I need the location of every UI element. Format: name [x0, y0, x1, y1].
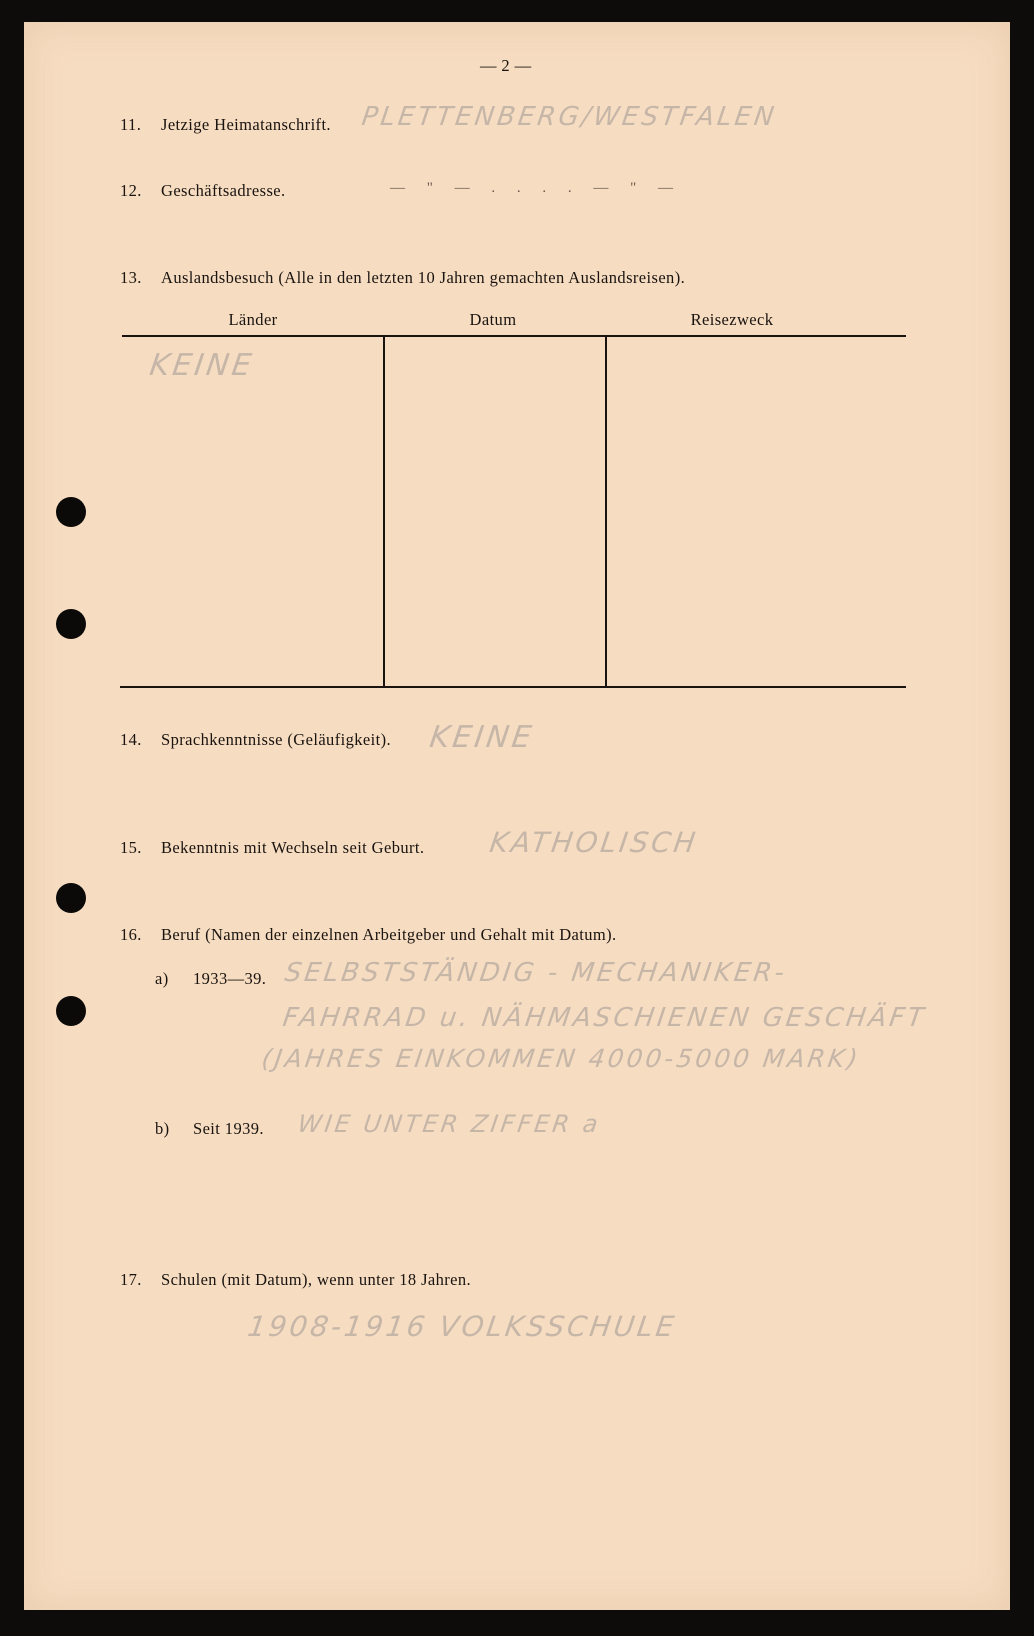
item-13-label: Auslandsbesuch (Alle in den letzten 10 Jahren gemachten Auslandsreisen).	[161, 268, 686, 287]
item-17-answer: 1908-1916 VOLKSSCHULE	[245, 1310, 679, 1343]
item-11-label: Jetzige Heimatanschrift.	[161, 115, 331, 134]
page-number: — 2 —	[480, 56, 532, 75]
column-header-laender: Länder	[228, 310, 278, 329]
item-11-number: 11.	[120, 115, 142, 134]
item-15-number: 15.	[120, 838, 142, 857]
item-16-label: Beruf (Namen der einzelnen Arbeitgeber und Gehalt mit Datum).	[161, 925, 617, 944]
item-17-label: Schulen (mit Datum), wenn unter 18 Jahren.	[161, 1270, 472, 1289]
item-14-number: 14.	[120, 730, 142, 749]
item-16a-line-1: SELBSTSTÄNDIG - MECHANIKER-	[282, 958, 790, 988]
item-16-number: 16.	[120, 925, 142, 944]
item-16a-period: 1933—39.	[193, 969, 267, 988]
item-12-label: Geschäftsadresse.	[161, 181, 286, 200]
punch-hole	[56, 497, 86, 527]
item-16a-label: a)	[155, 969, 169, 988]
item-16b-period: Seit 1939.	[193, 1119, 264, 1138]
table-top-rule	[122, 335, 906, 337]
table-bottom-rule	[120, 686, 906, 688]
item-16b-answer: WIE UNTER ZIFFER a	[296, 1110, 603, 1138]
item-13-answer: KEINE	[147, 348, 257, 383]
item-15-answer: KATHOLISCH	[487, 826, 701, 859]
table-column-divider	[383, 336, 385, 686]
item-17-number: 17.	[120, 1270, 142, 1289]
item-14-label: Sprachkenntnisse (Geläufigkeit).	[161, 730, 391, 749]
item-12-answer: — " — . . . . — " —	[390, 180, 682, 196]
item-16a-line-3: (JAHRES EINKOMMEN 4000-5000 MARK)	[259, 1044, 863, 1073]
item-15-label: Bekenntnis mit Wechseln seit Geburt.	[161, 838, 425, 857]
punch-hole	[56, 996, 86, 1026]
form-page	[24, 22, 1010, 1610]
punch-hole	[56, 883, 86, 913]
item-12-number: 12.	[120, 181, 142, 200]
column-header-datum: Datum	[469, 310, 517, 329]
item-11-answer: PLETTENBERG/WESTFALEN	[359, 102, 779, 132]
item-16a-line-2: FAHRRAD u. NÄHMASCHIENEN GESCHÄFT	[280, 1003, 929, 1033]
item-16b-label: b)	[155, 1119, 170, 1138]
item-14-answer: KEINE	[427, 720, 537, 755]
column-header-reisezweck: Reisezweck	[690, 310, 774, 329]
table-column-divider	[605, 336, 607, 686]
punch-hole	[56, 609, 86, 639]
item-13-number: 13.	[120, 268, 142, 287]
